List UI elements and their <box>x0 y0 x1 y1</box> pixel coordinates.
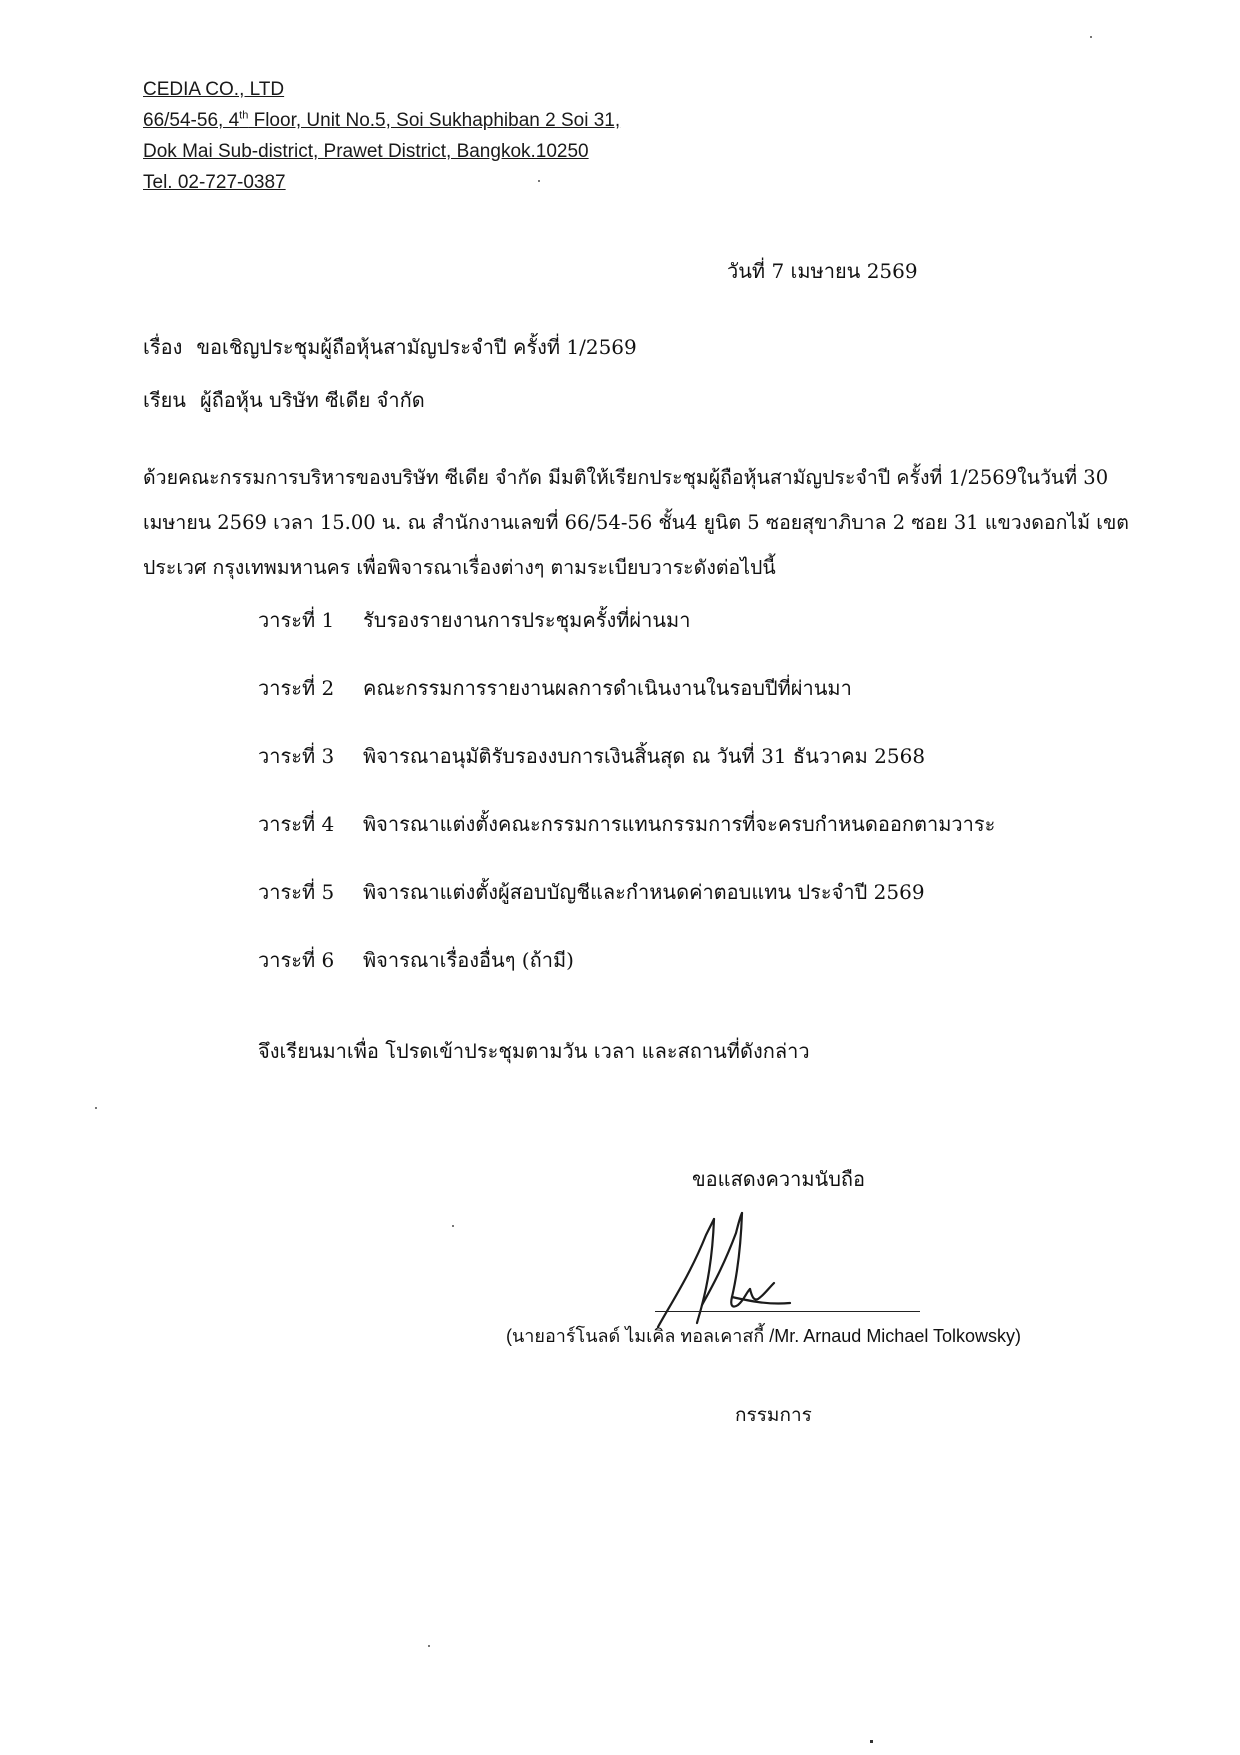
signer-title: กรรมการ <box>735 1404 812 1426</box>
scan-speck <box>452 1225 454 1227</box>
subject-line <box>143 331 637 363</box>
subject-text: ขอเชิญประชุมผู้ถือหุ้นสามัญประจำปี ครั้งที่ 1/2569 <box>196 335 637 359</box>
agenda-text: พิจารณาแต่งตั้งผู้สอบบัญชีและกำหนดค่าตอบแทน ประจำปี 2569 <box>363 880 925 904</box>
scan-speck <box>538 180 540 182</box>
body-line: ประเวศ กรุงเทพมหานคร เพื่อพิจารณาเรื่องต่างๆ ตามระเบียบวาระดังต่อไปนี้ <box>143 556 776 579</box>
body-line: เมษายน 2569 เวลา 15.00 น. ณ สำนักงานเลขที่ 66/54-56 ชั้น4 ยูนิต 5 ซอยสุขาภิบาล 2 ซอย 31 แขวงดอกไม้ เขต <box>143 511 1129 534</box>
address-line-1: 66/54-56, 4th Floor, Unit No.5, Soi Sukhaphiban 2 Soi 31, <box>143 109 621 131</box>
signer-name: (นายอาร์โนลด์ ไมเคิล ทอลเคาสกี้ /Mr. Arnaud Michael Tolkowsky) <box>506 1326 1022 1346</box>
closing-sentence: จึงเรียนมาเพื่อ โปรดเข้าประชุมตามวัน เวลา และสถานที่ดังกล่าว <box>258 1039 810 1063</box>
agenda-text: พิจารณาแต่งตั้งคณะกรรมการแทนกรรมการที่จะครบกำหนดออกตามวาระ <box>363 812 996 836</box>
body-line: ด้วยคณะกรรมการบริหารของบริษัท ซีเดีย จำกัด มีมติให้เรียกประชุมผู้ถือหุ้นสามัญประจำปี ครั้งที่ 1/2569ในวันที่ 30 <box>143 466 1109 489</box>
agenda-list <box>258 604 995 1012</box>
scan-speck <box>870 1740 873 1743</box>
letterhead <box>143 74 620 198</box>
signature-line <box>655 1311 920 1312</box>
agenda-text: คณะกรรมการรายงานผลการดำเนินงานในรอบปีที่ผ่านมา <box>363 676 852 700</box>
agenda-label: วาระที่ 1 <box>258 608 335 632</box>
body-paragraph <box>143 455 1173 590</box>
recipient-label: เรียน <box>143 388 186 412</box>
agenda-text: พิจารณาอนุมัติรับรองงบการเงินสิ้นสุด ณ วันที่ 31 ธันวาคม 2568 <box>363 744 926 768</box>
address-line-2: Dok Mai Sub-district, Prawet District, Bangkok.10250 <box>143 141 589 162</box>
recipient-line <box>143 384 425 416</box>
regards-line: ขอแสดงความนับถือ <box>692 1167 866 1191</box>
scan-speck <box>95 1107 97 1109</box>
scan-speck <box>428 1645 430 1647</box>
agenda-item <box>258 740 995 808</box>
agenda-item <box>258 604 995 672</box>
agenda-label: วาระที่ 5 <box>258 880 335 904</box>
agenda-label: วาระที่ 4 <box>258 812 335 836</box>
telephone: Tel. 02-727-0387 <box>143 172 286 193</box>
agenda-label: วาระที่ 2 <box>258 676 335 700</box>
agenda-item <box>258 876 995 944</box>
agenda-item <box>258 672 995 740</box>
scan-speck <box>1090 36 1092 38</box>
agenda-item <box>258 944 995 1012</box>
agenda-label: วาระที่ 3 <box>258 744 335 768</box>
company-name: CEDIA CO., LTD <box>143 79 285 100</box>
recipient-text: ผู้ถือหุ้น บริษัท ซีเดีย จำกัด <box>199 388 425 412</box>
letter-date: วันที่ 7 เมษายน 2569 <box>727 259 918 283</box>
agenda-label: วาระที่ 6 <box>258 948 335 972</box>
handwritten-signature <box>640 1205 940 1335</box>
agenda-text: พิจารณาเรื่องอื่นๆ (ถ้ามี) <box>363 948 574 972</box>
agenda-item <box>258 808 995 876</box>
subject-label: เรื่อง <box>143 335 183 359</box>
agenda-text: รับรองรายงานการประชุมครั้งที่ผ่านมา <box>363 608 691 632</box>
